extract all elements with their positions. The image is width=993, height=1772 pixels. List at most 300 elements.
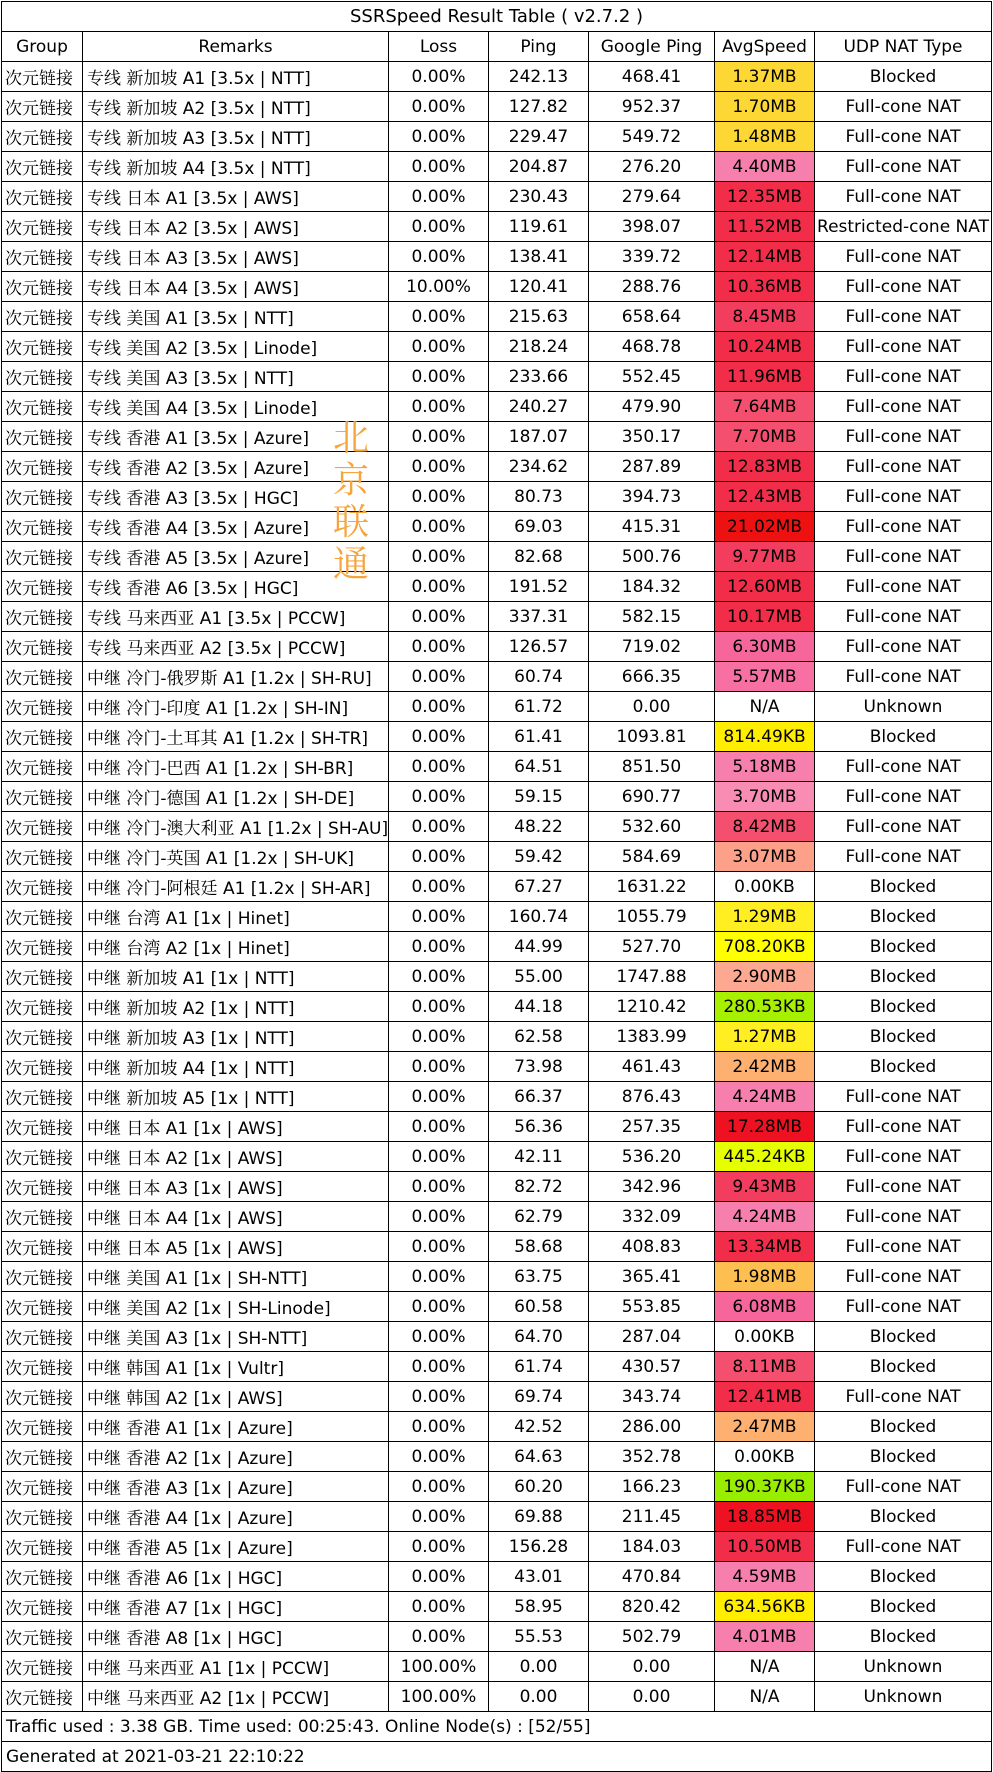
cell-ping: 73.98 bbox=[489, 1052, 589, 1081]
cell-avg-speed: 1.98MB bbox=[715, 1262, 815, 1291]
cell-loss: 0.00% bbox=[389, 302, 489, 331]
cell-google-ping: 1055.79 bbox=[589, 902, 715, 931]
cell-group: 次元链接 bbox=[1, 512, 83, 541]
cell-avg-speed: 5.57MB bbox=[715, 662, 815, 691]
footer-traffic: Traffic used : 3.38 GB. Time used: 00:25:43. Online Node(s) : [52/55] bbox=[1, 1712, 992, 1742]
cell-group: 次元链接 bbox=[1, 422, 83, 451]
cell-ping: 82.72 bbox=[489, 1172, 589, 1201]
cell-udp-nat-type: Full-cone NAT bbox=[815, 1382, 992, 1411]
cell-avg-speed: 1.70MB bbox=[715, 92, 815, 121]
cell-udp-nat-type: Full-cone NAT bbox=[815, 842, 992, 871]
table-row bbox=[1, 602, 992, 632]
cell-udp-nat-type: Blocked bbox=[815, 1592, 992, 1621]
cell-loss: 0.00% bbox=[389, 1442, 489, 1471]
cell-group: 次元链接 bbox=[1, 1622, 83, 1651]
cell-udp-nat-type: Full-cone NAT bbox=[815, 92, 992, 121]
cell-ping: 61.41 bbox=[489, 722, 589, 751]
cell-google-ping: 666.35 bbox=[589, 662, 715, 691]
cell-avg-speed: 445.24KB bbox=[715, 1142, 815, 1171]
cell-google-ping: 479.90 bbox=[589, 392, 715, 421]
cell-udp-nat-type: Full-cone NAT bbox=[815, 242, 992, 271]
cell-remarks: 中继 台湾 A1 [1x | Hinet] bbox=[83, 902, 389, 931]
cell-remarks: 专线 日本 A3 [3.5x | AWS] bbox=[83, 242, 389, 271]
watermark-char: 北 bbox=[332, 418, 369, 459]
cell-group: 次元链接 bbox=[1, 302, 83, 331]
table-row bbox=[1, 422, 992, 452]
cell-ping: 60.58 bbox=[489, 1292, 589, 1321]
cell-google-ping: 0.00 bbox=[589, 692, 715, 721]
cell-loss: 0.00% bbox=[389, 392, 489, 421]
cell-loss: 0.00% bbox=[389, 1622, 489, 1651]
cell-loss: 0.00% bbox=[389, 1382, 489, 1411]
cell-udp-nat-type: Full-cone NAT bbox=[815, 782, 992, 811]
cell-google-ping: 719.02 bbox=[589, 632, 715, 661]
cell-ping: 242.13 bbox=[489, 62, 589, 91]
cell-ping: 58.68 bbox=[489, 1232, 589, 1261]
cell-ping: 127.82 bbox=[489, 92, 589, 121]
cell-avg-speed: 4.40MB bbox=[715, 152, 815, 181]
table-row bbox=[1, 1172, 992, 1202]
cell-remarks: 中继 新加坡 A2 [1x | NTT] bbox=[83, 992, 389, 1021]
cell-udp-nat-type: Full-cone NAT bbox=[815, 1232, 992, 1261]
cell-avg-speed: 2.42MB bbox=[715, 1052, 815, 1081]
cell-avg-speed: 12.41MB bbox=[715, 1382, 815, 1411]
cell-group: 次元链接 bbox=[1, 722, 83, 751]
cell-udp-nat-type: Full-cone NAT bbox=[815, 1112, 992, 1141]
table-row bbox=[1, 692, 992, 722]
cell-ping: 119.61 bbox=[489, 212, 589, 241]
cell-google-ping: 1383.99 bbox=[589, 1022, 715, 1051]
cell-ping: 138.41 bbox=[489, 242, 589, 271]
cell-udp-nat-type: Full-cone NAT bbox=[815, 272, 992, 301]
cell-loss: 0.00% bbox=[389, 932, 489, 961]
cell-avg-speed: N/A bbox=[715, 1652, 815, 1681]
cell-avg-speed: 12.35MB bbox=[715, 182, 815, 211]
table-row bbox=[1, 962, 992, 992]
cell-loss: 0.00% bbox=[389, 92, 489, 121]
cell-loss: 0.00% bbox=[389, 422, 489, 451]
cell-loss: 100.00% bbox=[389, 1682, 489, 1711]
cell-avg-speed: 0.00KB bbox=[715, 1442, 815, 1471]
cell-group: 次元链接 bbox=[1, 1592, 83, 1621]
cell-udp-nat-type: Full-cone NAT bbox=[815, 122, 992, 151]
cell-loss: 0.00% bbox=[389, 362, 489, 391]
cell-google-ping: 552.45 bbox=[589, 362, 715, 391]
cell-remarks: 中继 香港 A7 [1x | HGC] bbox=[83, 1592, 389, 1621]
cell-group: 次元链接 bbox=[1, 1202, 83, 1231]
cell-loss: 0.00% bbox=[389, 1502, 489, 1531]
cell-remarks: 中继 美国 A2 [1x | SH-Linode] bbox=[83, 1292, 389, 1321]
cell-udp-nat-type: Blocked bbox=[815, 962, 992, 991]
cell-loss: 0.00% bbox=[389, 1262, 489, 1291]
table-row bbox=[1, 1352, 992, 1382]
cell-udp-nat-type: Blocked bbox=[815, 1622, 992, 1651]
cell-remarks: 专线 新加坡 A2 [3.5x | NTT] bbox=[83, 92, 389, 121]
cell-group: 次元链接 bbox=[1, 272, 83, 301]
cell-udp-nat-type: Full-cone NAT bbox=[815, 1172, 992, 1201]
header-ping: Ping bbox=[489, 32, 589, 61]
cell-udp-nat-type: Full-cone NAT bbox=[815, 362, 992, 391]
cell-loss: 0.00% bbox=[389, 992, 489, 1021]
cell-google-ping: 1210.42 bbox=[589, 992, 715, 1021]
cell-google-ping: 339.72 bbox=[589, 242, 715, 271]
table-row bbox=[1, 1322, 992, 1352]
table-row bbox=[1, 752, 992, 782]
cell-ping: 0.00 bbox=[489, 1652, 589, 1681]
cell-udp-nat-type: Full-cone NAT bbox=[815, 1532, 992, 1561]
table-row bbox=[1, 872, 992, 902]
cell-loss: 0.00% bbox=[389, 632, 489, 661]
cell-group: 次元链接 bbox=[1, 1232, 83, 1261]
cell-group: 次元链接 bbox=[1, 1082, 83, 1111]
cell-group: 次元链接 bbox=[1, 362, 83, 391]
cell-group: 次元链接 bbox=[1, 752, 83, 781]
cell-udp-nat-type: Blocked bbox=[815, 1352, 992, 1381]
cell-ping: 240.27 bbox=[489, 392, 589, 421]
cell-udp-nat-type: Full-cone NAT bbox=[815, 602, 992, 631]
cell-group: 次元链接 bbox=[1, 1382, 83, 1411]
cell-ping: 64.70 bbox=[489, 1322, 589, 1351]
cell-udp-nat-type: Blocked bbox=[815, 872, 992, 901]
cell-loss: 0.00% bbox=[389, 182, 489, 211]
cell-group: 次元链接 bbox=[1, 542, 83, 571]
cell-google-ping: 1631.22 bbox=[589, 872, 715, 901]
cell-udp-nat-type: Blocked bbox=[815, 932, 992, 961]
table-row bbox=[1, 62, 992, 92]
table-row bbox=[1, 902, 992, 932]
cell-google-ping: 536.20 bbox=[589, 1142, 715, 1171]
cell-ping: 69.74 bbox=[489, 1382, 589, 1411]
cell-loss: 0.00% bbox=[389, 1172, 489, 1201]
header-group: Group bbox=[1, 32, 83, 61]
cell-remarks: 中继 新加坡 A3 [1x | NTT] bbox=[83, 1022, 389, 1051]
table-title: SSRSpeed Result Table ( v2.7.2 ) bbox=[1, 1, 992, 32]
cell-udp-nat-type: Full-cone NAT bbox=[815, 182, 992, 211]
cell-group: 次元链接 bbox=[1, 152, 83, 181]
cell-udp-nat-type: Full-cone NAT bbox=[815, 512, 992, 541]
cell-avg-speed: 3.70MB bbox=[715, 782, 815, 811]
cell-group: 次元链接 bbox=[1, 182, 83, 211]
cell-udp-nat-type: Full-cone NAT bbox=[815, 752, 992, 781]
table-row bbox=[1, 1262, 992, 1292]
cell-loss: 0.00% bbox=[389, 812, 489, 841]
cell-remarks: 专线 新加坡 A1 [3.5x | NTT] bbox=[83, 62, 389, 91]
cell-group: 次元链接 bbox=[1, 992, 83, 1021]
cell-remarks: 中继 冷门-土耳其 A1 [1.2x | SH-TR] bbox=[83, 722, 389, 751]
cell-group: 次元链接 bbox=[1, 392, 83, 421]
table-row bbox=[1, 1292, 992, 1322]
cell-google-ping: 527.70 bbox=[589, 932, 715, 961]
table-row bbox=[1, 122, 992, 152]
cell-google-ping: 549.72 bbox=[589, 122, 715, 151]
cell-udp-nat-type: Blocked bbox=[815, 1562, 992, 1591]
table-row bbox=[1, 452, 992, 482]
cell-udp-nat-type: Blocked bbox=[815, 62, 992, 91]
table-row bbox=[1, 992, 992, 1022]
cell-google-ping: 166.23 bbox=[589, 1472, 715, 1501]
cell-udp-nat-type: Blocked bbox=[815, 1442, 992, 1471]
cell-remarks: 中继 香港 A4 [1x | Azure] bbox=[83, 1502, 389, 1531]
cell-udp-nat-type: Full-cone NAT bbox=[815, 302, 992, 331]
cell-remarks: 专线 新加坡 A3 [3.5x | NTT] bbox=[83, 122, 389, 151]
cell-avg-speed: 21.02MB bbox=[715, 512, 815, 541]
cell-avg-speed: 1.37MB bbox=[715, 62, 815, 91]
cell-avg-speed: 4.24MB bbox=[715, 1202, 815, 1231]
cell-group: 次元链接 bbox=[1, 572, 83, 601]
cell-remarks: 专线 马来西亚 A2 [3.5x | PCCW] bbox=[83, 632, 389, 661]
table-row bbox=[1, 572, 992, 602]
cell-group: 次元链接 bbox=[1, 1412, 83, 1441]
cell-udp-nat-type: Full-cone NAT bbox=[815, 1142, 992, 1171]
cell-loss: 0.00% bbox=[389, 1562, 489, 1591]
cell-remarks: 中继 冷门-巴西 A1 [1.2x | SH-BR] bbox=[83, 752, 389, 781]
cell-loss: 0.00% bbox=[389, 542, 489, 571]
cell-loss: 0.00% bbox=[389, 452, 489, 481]
cell-google-ping: 343.74 bbox=[589, 1382, 715, 1411]
cell-google-ping: 287.04 bbox=[589, 1322, 715, 1351]
cell-remarks: 中继 韩国 A1 [1x | Vultr] bbox=[83, 1352, 389, 1381]
cell-loss: 0.00% bbox=[389, 1082, 489, 1111]
cell-remarks: 中继 香港 A3 [1x | Azure] bbox=[83, 1472, 389, 1501]
cell-ping: 80.73 bbox=[489, 482, 589, 511]
cell-remarks: 中继 马来西亚 A1 [1x | PCCW] bbox=[83, 1652, 389, 1681]
cell-remarks: 中继 新加坡 A4 [1x | NTT] bbox=[83, 1052, 389, 1081]
cell-google-ping: 276.20 bbox=[589, 152, 715, 181]
cell-google-ping: 0.00 bbox=[589, 1682, 715, 1711]
cell-google-ping: 332.09 bbox=[589, 1202, 715, 1231]
table-row bbox=[1, 662, 992, 692]
cell-avg-speed: 8.42MB bbox=[715, 812, 815, 841]
cell-ping: 156.28 bbox=[489, 1532, 589, 1561]
cell-udp-nat-type: Blocked bbox=[815, 992, 992, 1021]
cell-loss: 0.00% bbox=[389, 752, 489, 781]
cell-remarks: 中继 日本 A3 [1x | AWS] bbox=[83, 1172, 389, 1201]
cell-loss: 0.00% bbox=[389, 572, 489, 601]
cell-avg-speed: N/A bbox=[715, 692, 815, 721]
cell-group: 次元链接 bbox=[1, 1562, 83, 1591]
cell-group: 次元链接 bbox=[1, 1532, 83, 1561]
table-row bbox=[1, 272, 992, 302]
cell-group: 次元链接 bbox=[1, 242, 83, 271]
cell-remarks: 中继 日本 A4 [1x | AWS] bbox=[83, 1202, 389, 1231]
cell-avg-speed: 0.00KB bbox=[715, 1322, 815, 1351]
cell-group: 次元链接 bbox=[1, 1112, 83, 1141]
cell-remarks: 中继 马来西亚 A2 [1x | PCCW] bbox=[83, 1682, 389, 1711]
cell-avg-speed: 1.27MB bbox=[715, 1022, 815, 1051]
cell-udp-nat-type: Full-cone NAT bbox=[815, 1292, 992, 1321]
cell-udp-nat-type: Blocked bbox=[815, 1322, 992, 1351]
cell-avg-speed: 4.01MB bbox=[715, 1622, 815, 1651]
cell-udp-nat-type: Full-cone NAT bbox=[815, 152, 992, 181]
cell-avg-speed: 8.11MB bbox=[715, 1352, 815, 1381]
cell-group: 次元链接 bbox=[1, 1022, 83, 1051]
cell-remarks: 中继 日本 A1 [1x | AWS] bbox=[83, 1112, 389, 1141]
table-row bbox=[1, 212, 992, 242]
table-row bbox=[1, 1052, 992, 1082]
cell-ping: 69.88 bbox=[489, 1502, 589, 1531]
cell-ping: 230.43 bbox=[489, 182, 589, 211]
cell-loss: 0.00% bbox=[389, 872, 489, 901]
cell-loss: 0.00% bbox=[389, 512, 489, 541]
cell-ping: 61.72 bbox=[489, 692, 589, 721]
cell-google-ping: 582.15 bbox=[589, 602, 715, 631]
cell-udp-nat-type: Full-cone NAT bbox=[815, 542, 992, 571]
cell-ping: 56.36 bbox=[489, 1112, 589, 1141]
cell-group: 次元链接 bbox=[1, 1652, 83, 1681]
cell-ping: 187.07 bbox=[489, 422, 589, 451]
table-row bbox=[1, 1562, 992, 1592]
cell-remarks: 中继 日本 A5 [1x | AWS] bbox=[83, 1232, 389, 1261]
cell-google-ping: 350.17 bbox=[589, 422, 715, 451]
cell-udp-nat-type: Blocked bbox=[815, 902, 992, 931]
cell-avg-speed: 1.48MB bbox=[715, 122, 815, 151]
cell-loss: 0.00% bbox=[389, 1292, 489, 1321]
cell-remarks: 中继 香港 A1 [1x | Azure] bbox=[83, 1412, 389, 1441]
table-row bbox=[1, 1142, 992, 1172]
cell-remarks: 中继 新加坡 A1 [1x | NTT] bbox=[83, 962, 389, 991]
cell-remarks: 专线 日本 A2 [3.5x | AWS] bbox=[83, 212, 389, 241]
cell-avg-speed: 0.00KB bbox=[715, 872, 815, 901]
cell-avg-speed: 10.17MB bbox=[715, 602, 815, 631]
cell-avg-speed: 634.56KB bbox=[715, 1592, 815, 1621]
cell-loss: 0.00% bbox=[389, 1202, 489, 1231]
cell-loss: 0.00% bbox=[389, 1112, 489, 1141]
cell-remarks: 专线 香港 A6 [3.5x | HGC] bbox=[83, 572, 389, 601]
cell-remarks: 专线 香港 A3 [3.5x | HGC] bbox=[83, 482, 389, 511]
cell-loss: 0.00% bbox=[389, 692, 489, 721]
table-row bbox=[1, 1202, 992, 1232]
watermark-char: 通 bbox=[332, 544, 369, 585]
cell-avg-speed: 2.90MB bbox=[715, 962, 815, 991]
cell-google-ping: 658.64 bbox=[589, 302, 715, 331]
cell-loss: 10.00% bbox=[389, 272, 489, 301]
cell-group: 次元链接 bbox=[1, 602, 83, 631]
cell-ping: 66.37 bbox=[489, 1082, 589, 1111]
cell-ping: 62.58 bbox=[489, 1022, 589, 1051]
cell-udp-nat-type: Unknown bbox=[815, 1652, 992, 1681]
table-row bbox=[1, 842, 992, 872]
cell-avg-speed: 280.53KB bbox=[715, 992, 815, 1021]
cell-udp-nat-type: Full-cone NAT bbox=[815, 1202, 992, 1231]
cell-ping: 64.63 bbox=[489, 1442, 589, 1471]
cell-loss: 0.00% bbox=[389, 332, 489, 361]
cell-avg-speed: 708.20KB bbox=[715, 932, 815, 961]
cell-loss: 0.00% bbox=[389, 242, 489, 271]
cell-google-ping: 398.07 bbox=[589, 212, 715, 241]
cell-ping: 60.74 bbox=[489, 662, 589, 691]
cell-group: 次元链接 bbox=[1, 1442, 83, 1471]
cell-ping: 58.95 bbox=[489, 1592, 589, 1621]
cell-group: 次元链接 bbox=[1, 812, 83, 841]
cell-ping: 82.68 bbox=[489, 542, 589, 571]
cell-loss: 100.00% bbox=[389, 1652, 489, 1681]
cell-ping: 64.51 bbox=[489, 752, 589, 781]
cell-google-ping: 279.64 bbox=[589, 182, 715, 211]
cell-group: 次元链接 bbox=[1, 1172, 83, 1201]
cell-loss: 0.00% bbox=[389, 782, 489, 811]
cell-ping: 126.57 bbox=[489, 632, 589, 661]
cell-group: 次元链接 bbox=[1, 62, 83, 91]
cell-loss: 0.00% bbox=[389, 1412, 489, 1441]
cell-ping: 233.66 bbox=[489, 362, 589, 391]
cell-avg-speed: 10.36MB bbox=[715, 272, 815, 301]
header-udp-nat-type: UDP NAT Type bbox=[815, 32, 992, 61]
cell-udp-nat-type: Blocked bbox=[815, 1022, 992, 1051]
watermark-char: 京 bbox=[332, 460, 369, 501]
cell-group: 次元链接 bbox=[1, 1502, 83, 1531]
cell-google-ping: 468.78 bbox=[589, 332, 715, 361]
cell-avg-speed: 190.37KB bbox=[715, 1472, 815, 1501]
cell-google-ping: 408.83 bbox=[589, 1232, 715, 1261]
cell-group: 次元链接 bbox=[1, 1682, 83, 1711]
header-loss: Loss bbox=[389, 32, 489, 61]
cell-ping: 204.87 bbox=[489, 152, 589, 181]
cell-remarks: 专线 马来西亚 A1 [3.5x | PCCW] bbox=[83, 602, 389, 631]
cell-ping: 337.31 bbox=[489, 602, 589, 631]
cell-udp-nat-type: Blocked bbox=[815, 722, 992, 751]
cell-group: 次元链接 bbox=[1, 1142, 83, 1171]
cell-ping: 60.20 bbox=[489, 1472, 589, 1501]
cell-udp-nat-type: Full-cone NAT bbox=[815, 332, 992, 361]
table-row bbox=[1, 1382, 992, 1412]
cell-remarks: 专线 美国 A3 [3.5x | NTT] bbox=[83, 362, 389, 391]
cell-group: 次元链接 bbox=[1, 1472, 83, 1501]
cell-google-ping: 500.76 bbox=[589, 542, 715, 571]
cell-udp-nat-type: Full-cone NAT bbox=[815, 392, 992, 421]
cell-remarks: 中继 台湾 A2 [1x | Hinet] bbox=[83, 932, 389, 961]
cell-google-ping: 352.78 bbox=[589, 1442, 715, 1471]
cell-group: 次元链接 bbox=[1, 1322, 83, 1351]
cell-remarks: 中继 香港 A8 [1x | HGC] bbox=[83, 1622, 389, 1651]
cell-ping: 55.53 bbox=[489, 1622, 589, 1651]
cell-avg-speed: 8.45MB bbox=[715, 302, 815, 331]
table-row bbox=[1, 722, 992, 752]
cell-avg-speed: 12.83MB bbox=[715, 452, 815, 481]
cell-avg-speed: 4.59MB bbox=[715, 1562, 815, 1591]
cell-avg-speed: 9.77MB bbox=[715, 542, 815, 571]
cell-google-ping: 952.37 bbox=[589, 92, 715, 121]
cell-remarks: 专线 香港 A2 [3.5x | Azure] bbox=[83, 452, 389, 481]
table-row bbox=[1, 1592, 992, 1622]
cell-udp-nat-type: Full-cone NAT bbox=[815, 482, 992, 511]
cell-loss: 0.00% bbox=[389, 1232, 489, 1261]
cell-udp-nat-type: Full-cone NAT bbox=[815, 572, 992, 601]
cell-avg-speed: 12.43MB bbox=[715, 482, 815, 511]
cell-remarks: 专线 香港 A5 [3.5x | Azure] bbox=[83, 542, 389, 571]
table-row bbox=[1, 332, 992, 362]
cell-ping: 59.42 bbox=[489, 842, 589, 871]
cell-avg-speed: 2.47MB bbox=[715, 1412, 815, 1441]
cell-ping: 62.79 bbox=[489, 1202, 589, 1231]
cell-loss: 0.00% bbox=[389, 482, 489, 511]
cell-ping: 61.74 bbox=[489, 1352, 589, 1381]
cell-google-ping: 876.43 bbox=[589, 1082, 715, 1111]
cell-google-ping: 1093.81 bbox=[589, 722, 715, 751]
cell-group: 次元链接 bbox=[1, 332, 83, 361]
table-row bbox=[1, 632, 992, 662]
header-avg-speed: AvgSpeed bbox=[715, 32, 815, 61]
watermark-char: 联 bbox=[332, 502, 369, 543]
cell-group: 次元链接 bbox=[1, 122, 83, 151]
cell-avg-speed: 6.30MB bbox=[715, 632, 815, 661]
table-row bbox=[1, 242, 992, 272]
header-google-ping: Google Ping bbox=[589, 32, 715, 61]
cell-google-ping: 415.31 bbox=[589, 512, 715, 541]
table-body bbox=[1, 62, 992, 1712]
cell-avg-speed: 17.28MB bbox=[715, 1112, 815, 1141]
cell-avg-speed: 814.49KB bbox=[715, 722, 815, 751]
cell-google-ping: 461.43 bbox=[589, 1052, 715, 1081]
